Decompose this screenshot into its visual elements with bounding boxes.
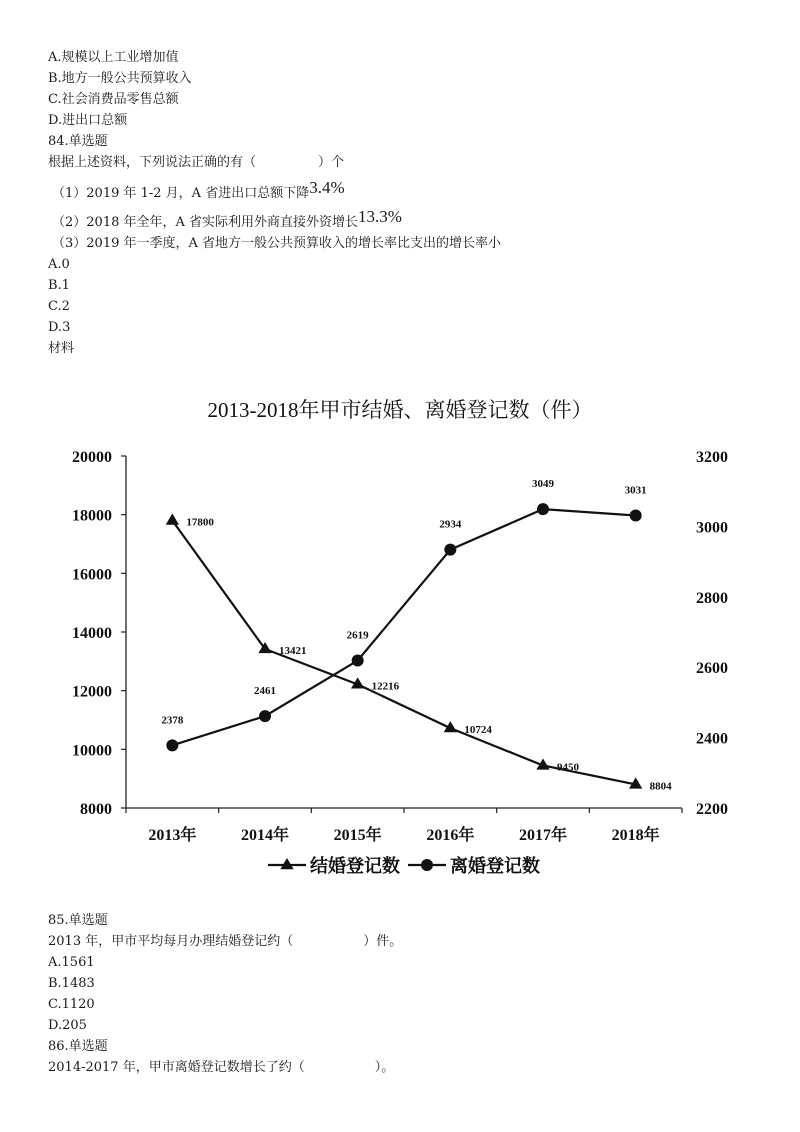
q84-option-c: C.2 <box>48 299 70 314</box>
q84-option-a: A.0 <box>48 257 70 272</box>
left-tick-label: 10000 <box>72 742 112 760</box>
q85-stem-pre: 2013 年，甲市平均每月办理结婚登记约（ <box>48 934 294 949</box>
chart-lines <box>172 509 635 784</box>
q83-option-b: B.地方一般公共预算收入 <box>48 71 192 86</box>
q84-option-d: D.3 <box>48 320 71 335</box>
divorce-data-label: 2461 <box>254 685 276 698</box>
q84-statement-1 <box>52 178 345 202</box>
q84-stem <box>48 155 344 171</box>
divorce-data-label: 2619 <box>346 629 369 642</box>
left-tick-label: 18000 <box>72 507 112 525</box>
marriage-data-label: 13421 <box>279 644 307 657</box>
q85-header: 85.单选题 <box>48 913 108 928</box>
q86-header: 86.单选题 <box>48 1039 108 1054</box>
legend-marriage-label: 结婚登记数 <box>310 856 400 876</box>
q86-stem <box>48 1060 394 1076</box>
divorce-point <box>444 544 456 556</box>
right-tick-label: 3200 <box>696 449 728 466</box>
left-tick-label: 16000 <box>72 566 112 584</box>
marriage-data-label: 9450 <box>557 761 579 774</box>
legend-divorce-label: 离婚登记数 <box>450 856 540 876</box>
marriage-divorce-line-chart <box>0 380 800 900</box>
divorce-series-line <box>172 509 635 745</box>
left-tick-label: 8000 <box>80 801 112 818</box>
chart-legend <box>268 855 540 876</box>
chart-axes <box>72 449 728 844</box>
material-label: 材料 <box>48 341 75 356</box>
statement-1-text: （1）2019 年 1-2 月，A 省进出口总额下降 <box>52 186 310 201</box>
q83-option-d: D.进出口总额 <box>48 113 128 128</box>
x-tick-label: 2015年 <box>333 827 382 844</box>
chart-marks <box>161 478 672 792</box>
marriage-data-label: 17800 <box>186 516 214 529</box>
divorce-data-label: 2934 <box>439 518 462 531</box>
q84-statement-3: （3）2019 年一季度，A 省地方一般公共预算收入的增长率比支出的增长率小 <box>52 236 502 251</box>
x-tick-label: 2013年 <box>148 827 197 844</box>
chart-title: 2013-2018年甲市结婚、离婚登记数（件） <box>207 398 593 422</box>
q84-option-b: B.1 <box>48 278 70 293</box>
left-tick-label: 14000 <box>72 625 112 642</box>
statement-2-text: （2）2018 年全年，A 省实际利用外商直接外资增长 <box>52 215 359 230</box>
q85-stem-post: ）件。 <box>363 934 403 949</box>
right-tick-label: 2200 <box>696 801 728 818</box>
legend-marriage-marker <box>280 858 293 869</box>
q84-statement-2 <box>52 207 402 231</box>
marriage-data-label: 12216 <box>371 680 400 693</box>
left-tick-label: 20000 <box>72 449 112 466</box>
q85-option-d: D.205 <box>48 1018 87 1033</box>
left-tick-label: 12000 <box>72 683 112 701</box>
divorce-data-label: 2378 <box>161 714 184 727</box>
q84-header: 84.单选题 <box>48 134 108 149</box>
q85-option-a: A.1561 <box>48 955 95 970</box>
divorce-data-label: 3049 <box>532 478 554 491</box>
q84-stem-pre: 根据上述资料，下列说法正确的有（ <box>48 155 257 170</box>
q84-stem-post: ）个 <box>318 155 345 170</box>
divorce-point <box>537 503 549 515</box>
x-tick-label: 2014年 <box>240 827 290 844</box>
divorce-point <box>630 509 642 521</box>
divorce-point <box>166 739 178 751</box>
marriage-series-line <box>172 518 635 785</box>
marriage-point <box>166 514 179 525</box>
right-tick-label: 2600 <box>696 660 728 678</box>
x-tick-label: 2017年 <box>518 827 568 844</box>
marriage-data-label: 8804 <box>649 780 672 793</box>
x-tick-label: 2016年 <box>426 827 475 844</box>
divorce-point <box>352 655 364 667</box>
marriage-data-label: 10724 <box>464 724 492 737</box>
statement-1-value: 3.4% <box>309 178 345 197</box>
q86-stem-pre: 2014-2017 年，甲市离婚登记数增长了约（ <box>48 1060 305 1075</box>
divorce-data-label: 3031 <box>624 484 647 497</box>
q85-stem <box>48 934 402 950</box>
divorce-point <box>259 710 271 722</box>
q83-option-c: C.社会消费品零售总额 <box>48 92 179 107</box>
right-tick-label: 3000 <box>696 519 728 537</box>
q83-option-a: A.规模以上工业增加值 <box>48 50 179 65</box>
x-tick-label: 2018年 <box>611 827 660 844</box>
q85-option-b: B.1483 <box>48 976 95 991</box>
statement-2-value: 13.3% <box>358 207 402 226</box>
q86-stem-post: ）。 <box>374 1060 395 1075</box>
q85-option-c: C.1120 <box>48 997 95 1012</box>
legend-divorce-marker <box>421 859 433 871</box>
right-tick-label: 2800 <box>696 589 728 607</box>
right-tick-label: 2400 <box>696 730 728 748</box>
